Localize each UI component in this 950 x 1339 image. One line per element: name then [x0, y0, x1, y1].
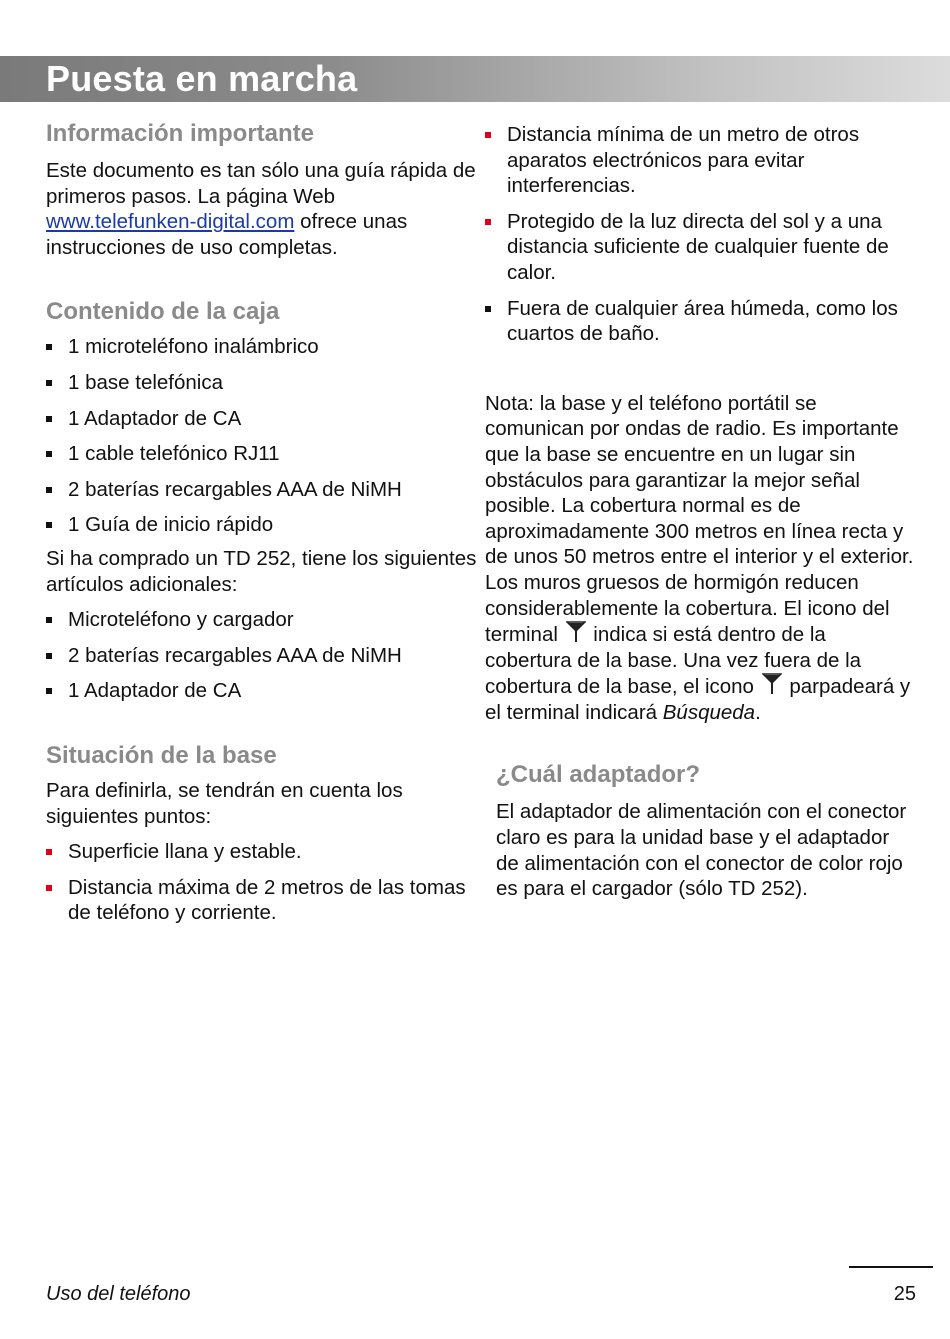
- searching-status-text: Búsqueda: [662, 700, 756, 724]
- list-item: [46, 643, 478, 669]
- box-heading: Contenido de la caja: [46, 298, 280, 326]
- base-heading: Situación de la base: [46, 741, 277, 769]
- base-criteria-list: [46, 839, 478, 926]
- bullet-square-icon: [46, 617, 52, 623]
- list-item: [46, 477, 478, 503]
- list-item: [46, 512, 478, 538]
- list-item: [46, 607, 478, 633]
- note-text-3: parpadeará y el terminal indicará: [485, 675, 911, 724]
- list-item-text: Distancia mínima de un metro de otros aparatos electrónicos para evitar interferencias.: [507, 123, 860, 198]
- list-item-text: 2 baterías recargables AAA de NiMH: [68, 477, 402, 501]
- list-item-text: 2 baterías recargables AAA de NiMH: [68, 643, 402, 667]
- bullet-square-icon: [46, 849, 52, 855]
- list-item-text: Microteléfono y cargador: [68, 608, 294, 632]
- note-text-2: indica si está dentro de la cobertura de la base. Una vez fuera de la cobertura de la base, el icono: [485, 623, 862, 699]
- list-item: [46, 441, 478, 467]
- bullet-square-icon: [46, 416, 52, 422]
- list-item-text: Protegido de la luz directa del sol y a una distancia suficiente de cualquier fuente de calor.: [507, 209, 889, 284]
- list-item: [485, 122, 915, 199]
- bullet-square-icon: [485, 219, 491, 225]
- list-item: [46, 370, 478, 396]
- antenna-signal-icon: [762, 673, 782, 695]
- list-item: [485, 296, 915, 347]
- list-item: [46, 406, 478, 432]
- bullet-square-icon: [46, 344, 52, 350]
- footer-section-title: Uso del teléfono: [46, 1283, 191, 1305]
- list-item: [46, 678, 478, 704]
- bullet-square-icon: [485, 132, 491, 138]
- note-text-1: Nota: la base y el teléfono portátil se comunican por ondas de radio. Es importante que la base se encuentre en un lugar sin obstáculos para garantizar la mejor señal posible. La cobertura normal es de aproximadamente 300 metros en línea recta y de unos 50 metros entre el interior y el exterior. Los muros gruesos de hormigón reducen considerablemente la cobertura. El icono del terminal: [485, 391, 914, 647]
- note-paragraph: [485, 391, 915, 726]
- list-item-text: 1 Guía de inicio rápido: [68, 513, 274, 537]
- list-item: [46, 839, 478, 865]
- list-item: [46, 875, 478, 926]
- bullet-square-icon: [485, 306, 491, 312]
- left-column: [46, 118, 478, 926]
- bullet-square-icon: [46, 653, 52, 659]
- list-item: [485, 209, 915, 286]
- page-title: Puesta en marcha: [46, 58, 358, 99]
- base-intro: Para definirla, se tendrán en cuenta los siguientes puntos:: [46, 778, 403, 828]
- list-item-text: 1 cable telefónico RJ11: [68, 442, 280, 466]
- website-link[interactable]: www.telefunken-digital.com: [46, 210, 295, 234]
- extra-items-list: [46, 607, 478, 704]
- list-item: [46, 334, 478, 360]
- adapter-paragraph: El adaptador de alimentación con el conector claro es para la unidad base y el adaptador de alimentación con el conector de color rojo es para el cargador (sólo TD 252).: [496, 800, 907, 901]
- list-item-text: 1 Adaptador de CA: [68, 679, 242, 703]
- note-text-4: .: [755, 700, 761, 724]
- bullet-square-icon: [46, 487, 52, 493]
- list-item-text: Superficie llana y estable.: [68, 840, 302, 864]
- list-item-text: 1 microteléfono inalámbrico: [68, 335, 319, 359]
- bullet-square-icon: [46, 451, 52, 457]
- bullet-square-icon: [46, 885, 52, 891]
- footer-rule: [849, 1266, 933, 1268]
- info-text-end: ofrece unas instrucciones de uso completas.: [46, 210, 408, 259]
- bullet-square-icon: [46, 380, 52, 386]
- info-heading: Información importante: [46, 120, 315, 147]
- list-item-text: Fuera de cualquier área húmeda, como los cuartos de baño.: [507, 296, 898, 346]
- extra-items-intro: Si ha comprado un TD 252, tiene los siguientes artículos adicionales:: [46, 546, 477, 596]
- bullet-square-icon: [46, 522, 52, 528]
- adapter-heading: ¿Cuál adaptador?: [496, 761, 701, 789]
- bullet-square-icon: [46, 688, 52, 694]
- adapter-section: [485, 759, 915, 901]
- list-item-text: Distancia máxima de 2 metros de las tomas de teléfono y corriente.: [68, 875, 466, 925]
- info-paragraph: [46, 158, 478, 260]
- list-item-text: 1 Adaptador de CA: [68, 406, 242, 430]
- list-item-text: 1 base telefónica: [68, 370, 224, 394]
- page-number: 25: [893, 1283, 916, 1305]
- info-text-start: Este documento es tan sólo una guía rápida de primeros pasos. La página Web: [46, 159, 476, 208]
- right-column: [485, 118, 915, 902]
- box-contents-list: [46, 334, 478, 538]
- base-criteria-list-continued: [485, 122, 915, 347]
- antenna-signal-icon: [566, 621, 586, 643]
